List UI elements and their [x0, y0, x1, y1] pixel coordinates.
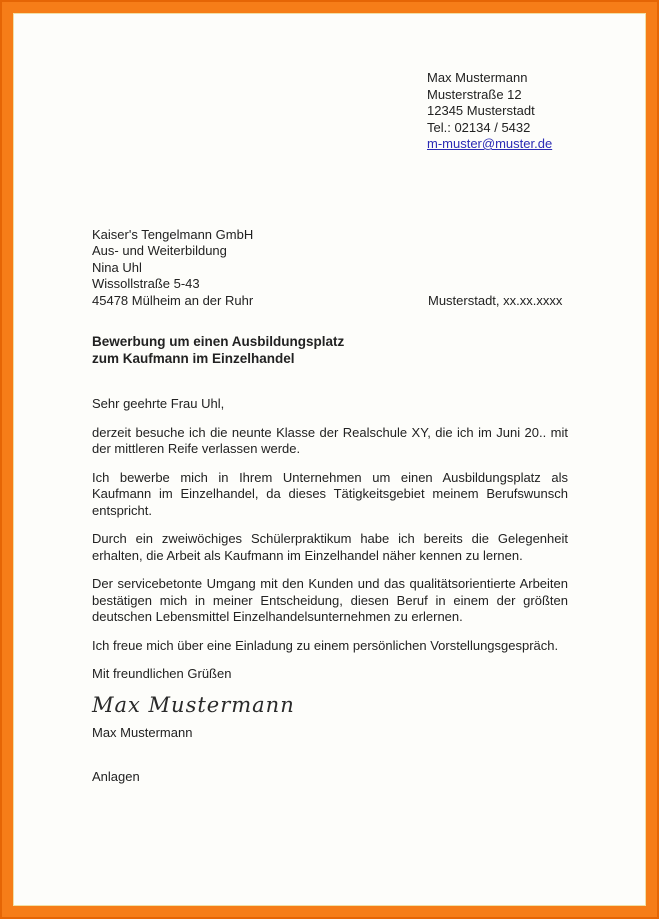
sender-street: Musterstraße 12 [427, 86, 522, 102]
body-paragraph-3: Durch ein zweiwöchiges Schülerpraktikum habe ich bereits die Gelegenheit erhalten, die Arbeit als Kaufmann im Einzelhandel näher kennen zu lernen. [92, 531, 568, 563]
enclosures-note: Anlagen [92, 769, 140, 784]
sender-phone: Tel.: 02134 / 5432 [427, 119, 531, 135]
subject-line-1: Bewerbung um einen Ausbildungsplatz [92, 334, 345, 349]
body-paragraph-1: derzeit besuche ich die neunte Klasse der Realschule XY, die ich im Juni 20.. mit der mittleren Reife verlassen werde. [92, 424, 568, 456]
body-paragraph-4: Der servicebetonte Umgang mit den Kunden und das qualitätsorientierte Arbeiten bestätigen mich in meiner Entscheidung, diesen Beruf in einem der größten deutschen Lebensmittel Einzelhandelsunternehmen zu erlernen. [92, 576, 568, 624]
sender-name: Max Mustermann [427, 70, 528, 85]
typed-signature-name: Max Mustermann [92, 724, 193, 740]
salutation: Sehr geehrte Frau Uhl, [92, 396, 225, 411]
handwritten-signature: Max Mustermann [92, 692, 295, 717]
subject-line-2: zum Kaufmann im Einzelhandel [92, 351, 295, 366]
body-paragraph-2: Ich bewerbe mich in Ihrem Unternehmen um einen Ausbildungsplatz als Kaufmann im Einzelhandel, da dieses Tätigkeitsgebiet meinem Berufswunsch entspricht. [92, 469, 568, 518]
recipient-and-date-row [92, 227, 568, 310]
sender-email-line [427, 136, 568, 153]
sender-email-link[interactable]: m-muster@muster.de [427, 136, 553, 151]
sender-city: 12345 Musterstadt [427, 103, 535, 118]
place-and-date: Musterstadt, xx.xx.xxxx [428, 292, 563, 308]
recipient-company: Kaiser's Tengelmann GmbH [92, 226, 254, 242]
letter-sheet [14, 14, 645, 905]
recipient-department: Aus- und Weiterbildung [92, 243, 227, 258]
recipient-street: Wissollstraße 5-43 [92, 276, 200, 291]
closing-formula: Mit freundlichen Grüßen [92, 666, 232, 681]
body-paragraph-5: Ich freue mich über eine Einladung zu einem persönlichen Vorstellungsgespräch. [92, 637, 559, 653]
recipient-contact: Nina Uhl [92, 259, 142, 275]
recipient-address-block [92, 227, 428, 310]
recipient-city: 45478 Mülheim an der Ruhr [92, 292, 254, 308]
sender-address-block [427, 70, 568, 153]
subject-line [92, 333, 568, 367]
